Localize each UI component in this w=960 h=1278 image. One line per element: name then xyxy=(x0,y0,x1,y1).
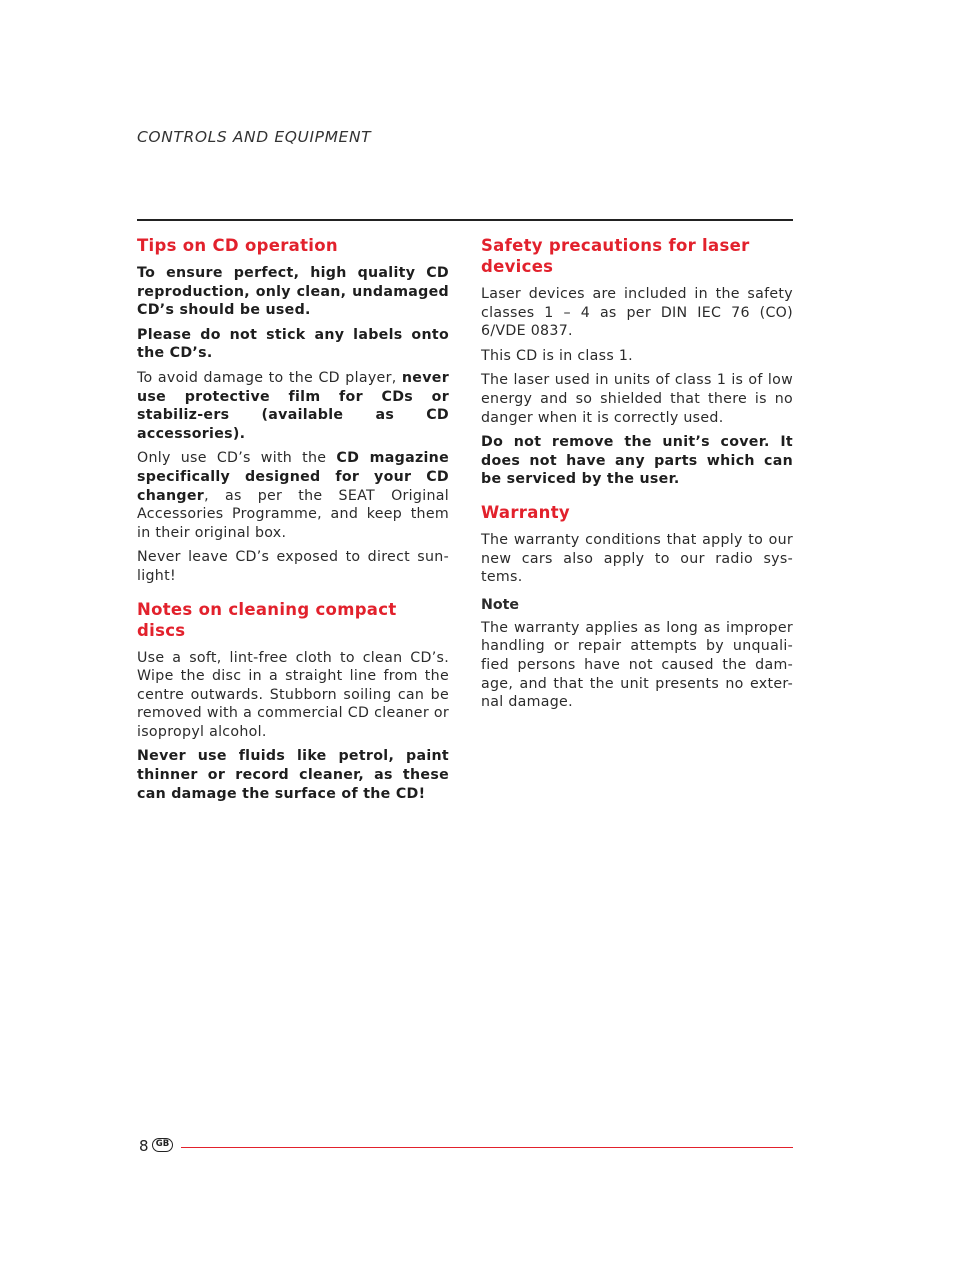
cleaning-paragraph-1: Use a soft, lint-free cloth to clean CD’s. Wipe the disc in a straight line from the centre outwards. Stubborn soiling can be removed with a commercial CD cleaner or isopropyl alcohol. xyxy=(137,649,449,740)
tips-paragraph-5: Never leave CD’s exposed to direct sun-light! xyxy=(137,549,449,584)
tips-paragraph-1: To ensure perfect, high quality CD reproduction, only clean, undamaged CD’s should be used. xyxy=(137,265,449,319)
laser-heading: Safety precautions for laser devices xyxy=(481,236,750,276)
cleaning-heading: Notes on cleaning compact discs xyxy=(137,599,397,640)
header-divider xyxy=(137,219,793,221)
footer-divider xyxy=(181,1147,793,1148)
tips-p3-emphasis: never use protective film for CDs or stabiliz-ers (available as CD accessories). xyxy=(137,369,449,442)
right-column xyxy=(481,235,793,718)
tips-paragraph-3 xyxy=(137,369,449,443)
left-column xyxy=(137,235,449,809)
section-header: CONTROLS AND EQUIPMENT xyxy=(137,128,372,146)
warranty-paragraph-1: The warranty conditions that apply to our new cars also apply to our radio sys-tems. xyxy=(481,531,793,586)
tips-paragraph-4 xyxy=(137,449,449,542)
tips-p4-text-c: , as per the SEAT Original Accessories Programme, and keep them in their original box. xyxy=(137,487,449,541)
note-title: Note xyxy=(481,596,520,613)
laser-paragraph-4: Do not remove the unit’s cover. It does not have any parts which can be serviced by the user. xyxy=(481,434,793,488)
cleaning-paragraph-2: Never use fluids like petrol, paint thinner or record cleaner, as these can damage the surface of the CD! xyxy=(137,748,449,802)
tips-paragraph-2: Please do not stick any labels onto the CD’s. xyxy=(137,326,449,362)
note-paragraph: The warranty applies as long as improper handling or repair attempts by unquali-fied persons have not caused the dam-age, and that the unit presents no exter-nal damage. xyxy=(481,619,793,711)
country-badge-icon: GB xyxy=(152,1138,173,1152)
laser-paragraph-1: Laser devices are included in the safety classes 1 – 4 as per DIN IEC 76 (CO) 6/VDE 0837. xyxy=(481,286,793,340)
laser-paragraph-3: The laser used in units of class 1 is of low energy and so shielded that there is no danger when it is correctly used. xyxy=(481,372,793,426)
tips-p3-text: To avoid damage to the CD player, xyxy=(137,369,402,386)
warranty-heading: Warranty xyxy=(481,502,570,522)
tips-heading: Tips on CD operation xyxy=(137,236,338,255)
tips-p4-text-a: Only use CD’s with the xyxy=(137,450,337,467)
page-number: 8 xyxy=(139,1137,149,1155)
laser-paragraph-2: This CD is in class 1. xyxy=(481,347,633,364)
tips-p4-emphasis: CD magazine specifically designed for your CD changer xyxy=(137,450,449,504)
